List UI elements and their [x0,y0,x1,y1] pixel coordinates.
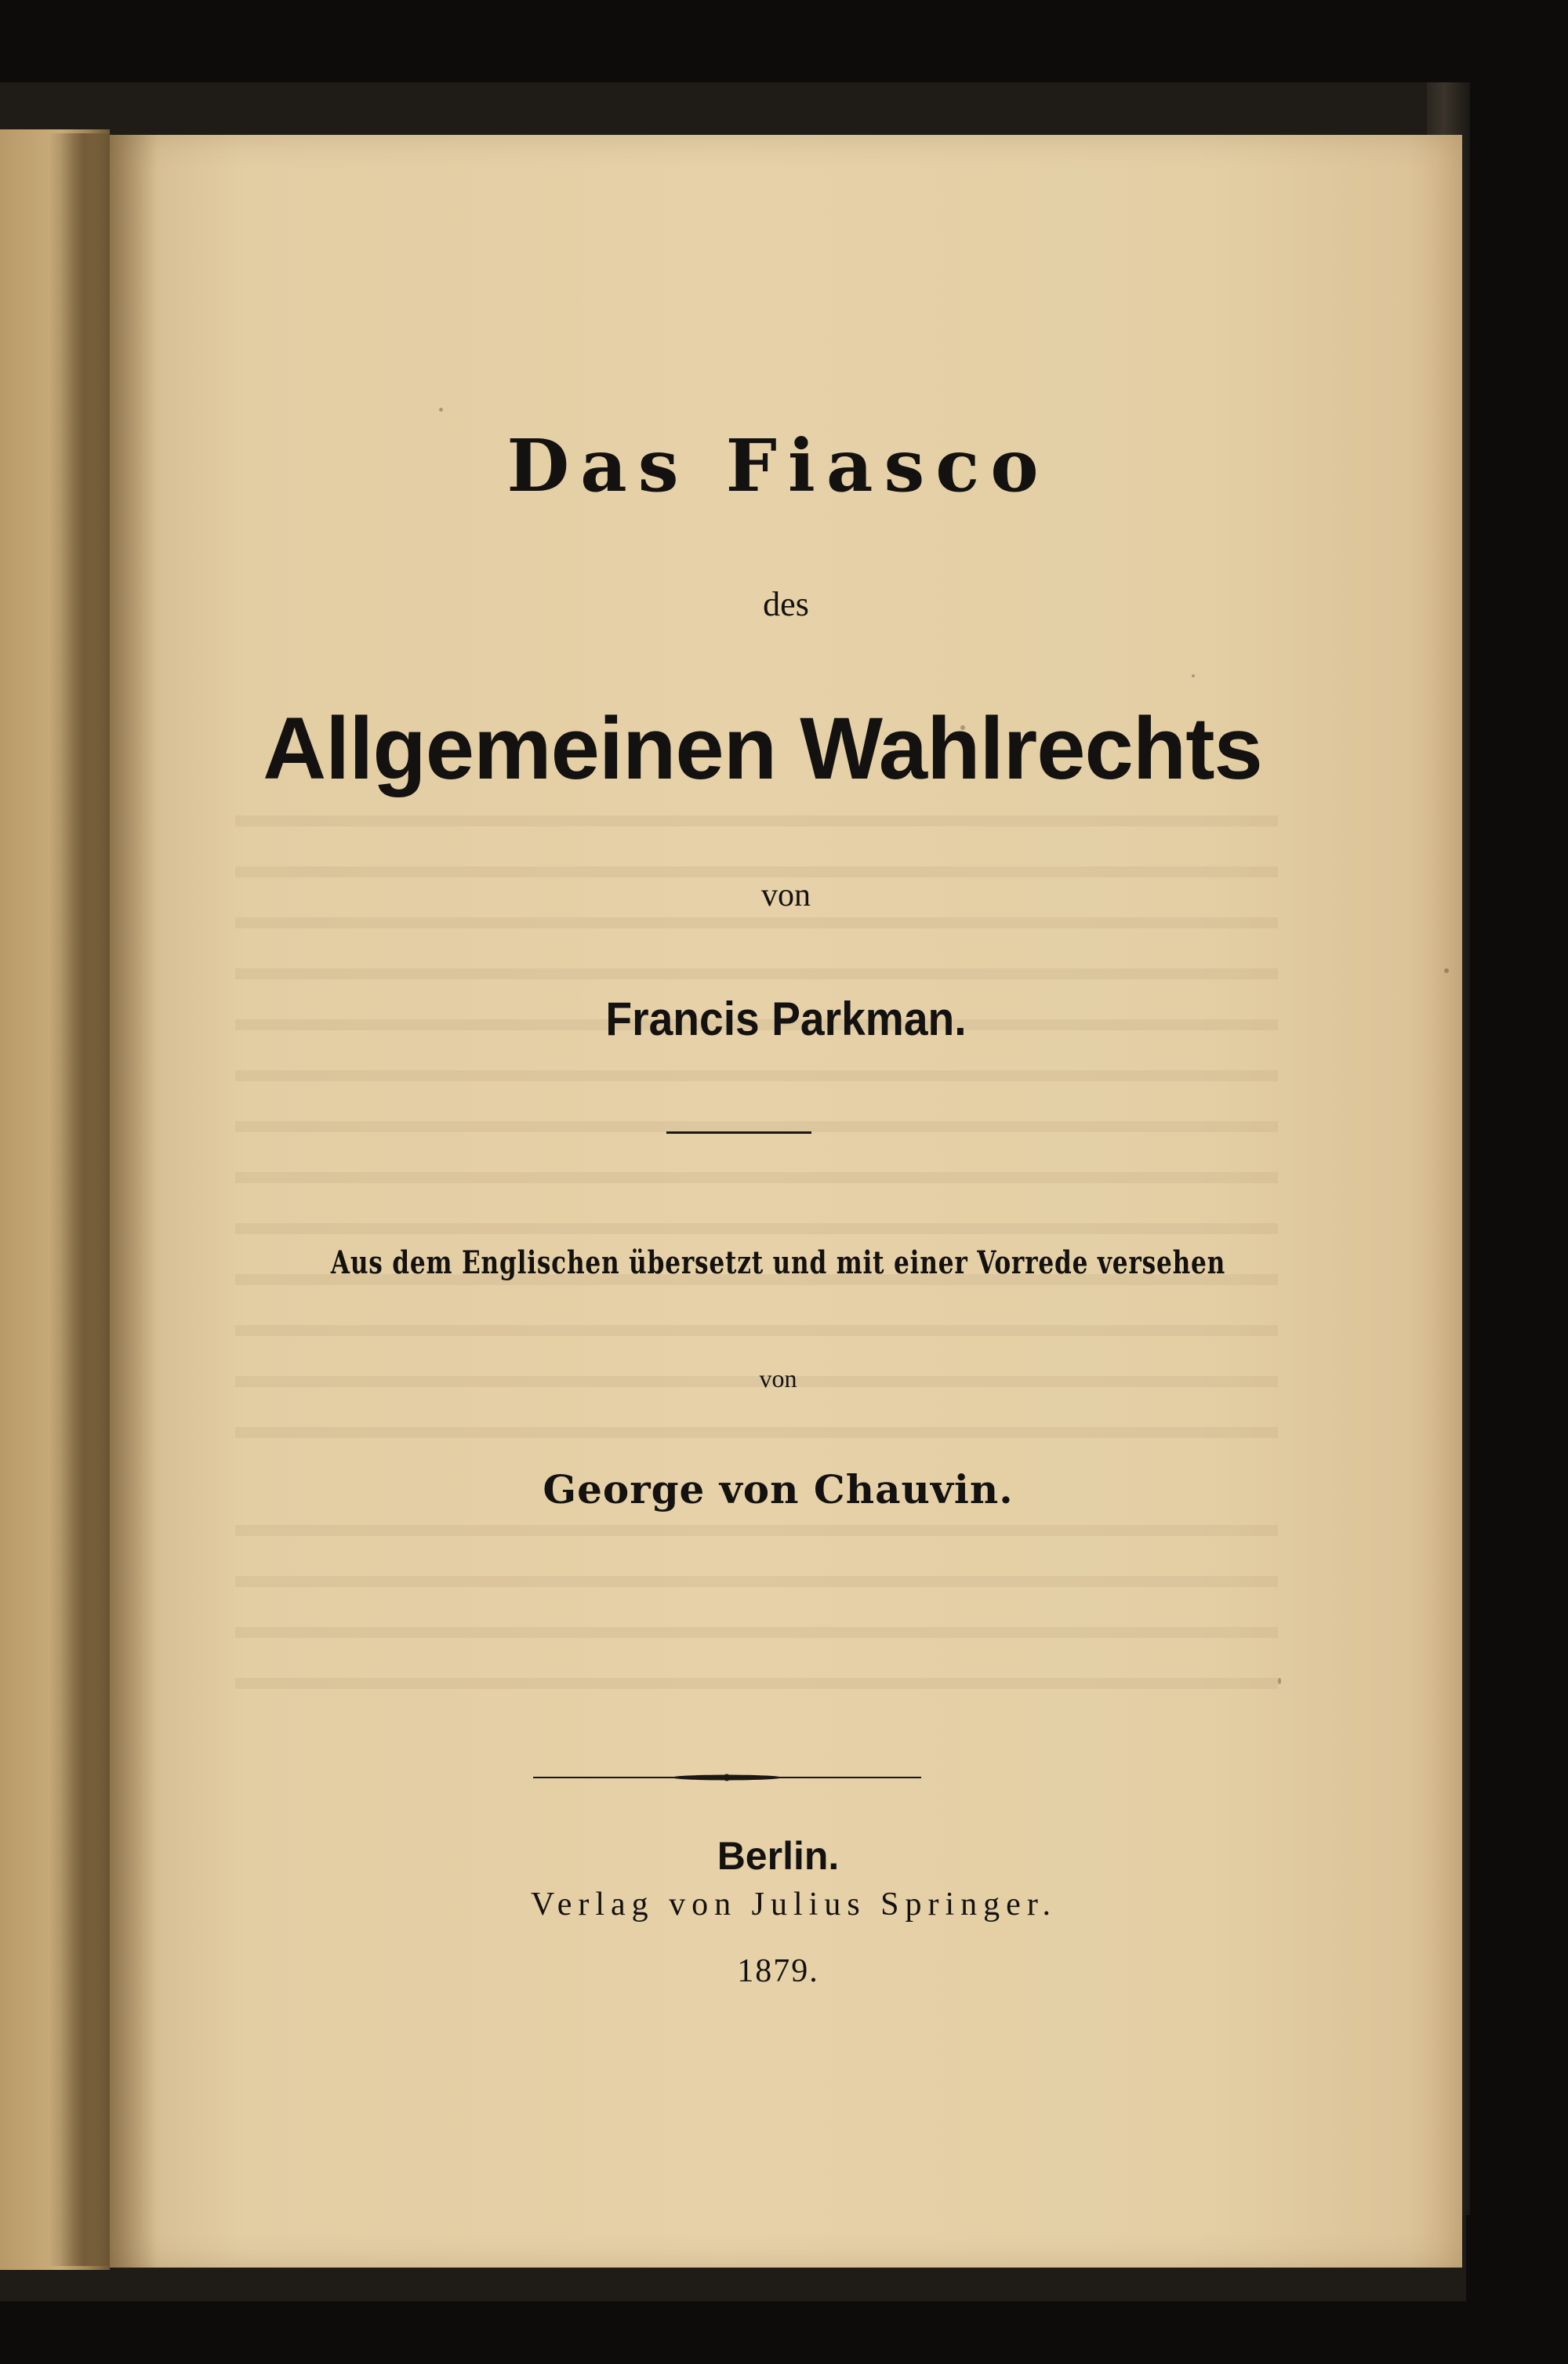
translator-name: George von Chauvin. [543,1466,1014,1512]
show-through-line [235,968,1278,979]
title-line-3: Allgemeinen Wahlrechts [263,699,1262,797]
title-line-1: Das Fiasco [506,423,1050,508]
show-through-line [235,1070,1278,1081]
show-through-line [235,815,1278,826]
ornamental-rule [533,1774,921,1781]
show-through-line [235,917,1278,928]
translator-von: von [759,1364,797,1393]
show-through-line [235,1223,1278,1234]
imprint-place: Berlin. [717,1834,840,1878]
imprint-publisher: Verlag von Julius Springer. [531,1886,1057,1923]
short-rule-divider [666,1131,811,1134]
show-through-line [235,1121,1278,1132]
paper-speck [439,408,443,412]
paper-speck [1444,968,1449,973]
show-through-line [235,1678,1278,1689]
author-name: Francis Parkman. [605,993,967,1045]
show-through-line [235,1427,1278,1438]
show-through-line [235,1172,1278,1183]
byline-von: von [761,877,811,913]
show-through-line [235,866,1278,877]
title-line-2: des [763,585,809,623]
translation-note: Aus dem Englischen übersetzt und mit einer Vorrede versehen [330,1244,1226,1281]
show-through-line [235,1576,1278,1587]
show-through-line [235,1525,1278,1536]
imprint-year: 1879. [737,1953,819,1989]
show-through-line [235,1325,1278,1336]
paper-speck [1192,674,1195,677]
show-through-line [235,1627,1278,1638]
paper-speck [1278,1678,1281,1684]
